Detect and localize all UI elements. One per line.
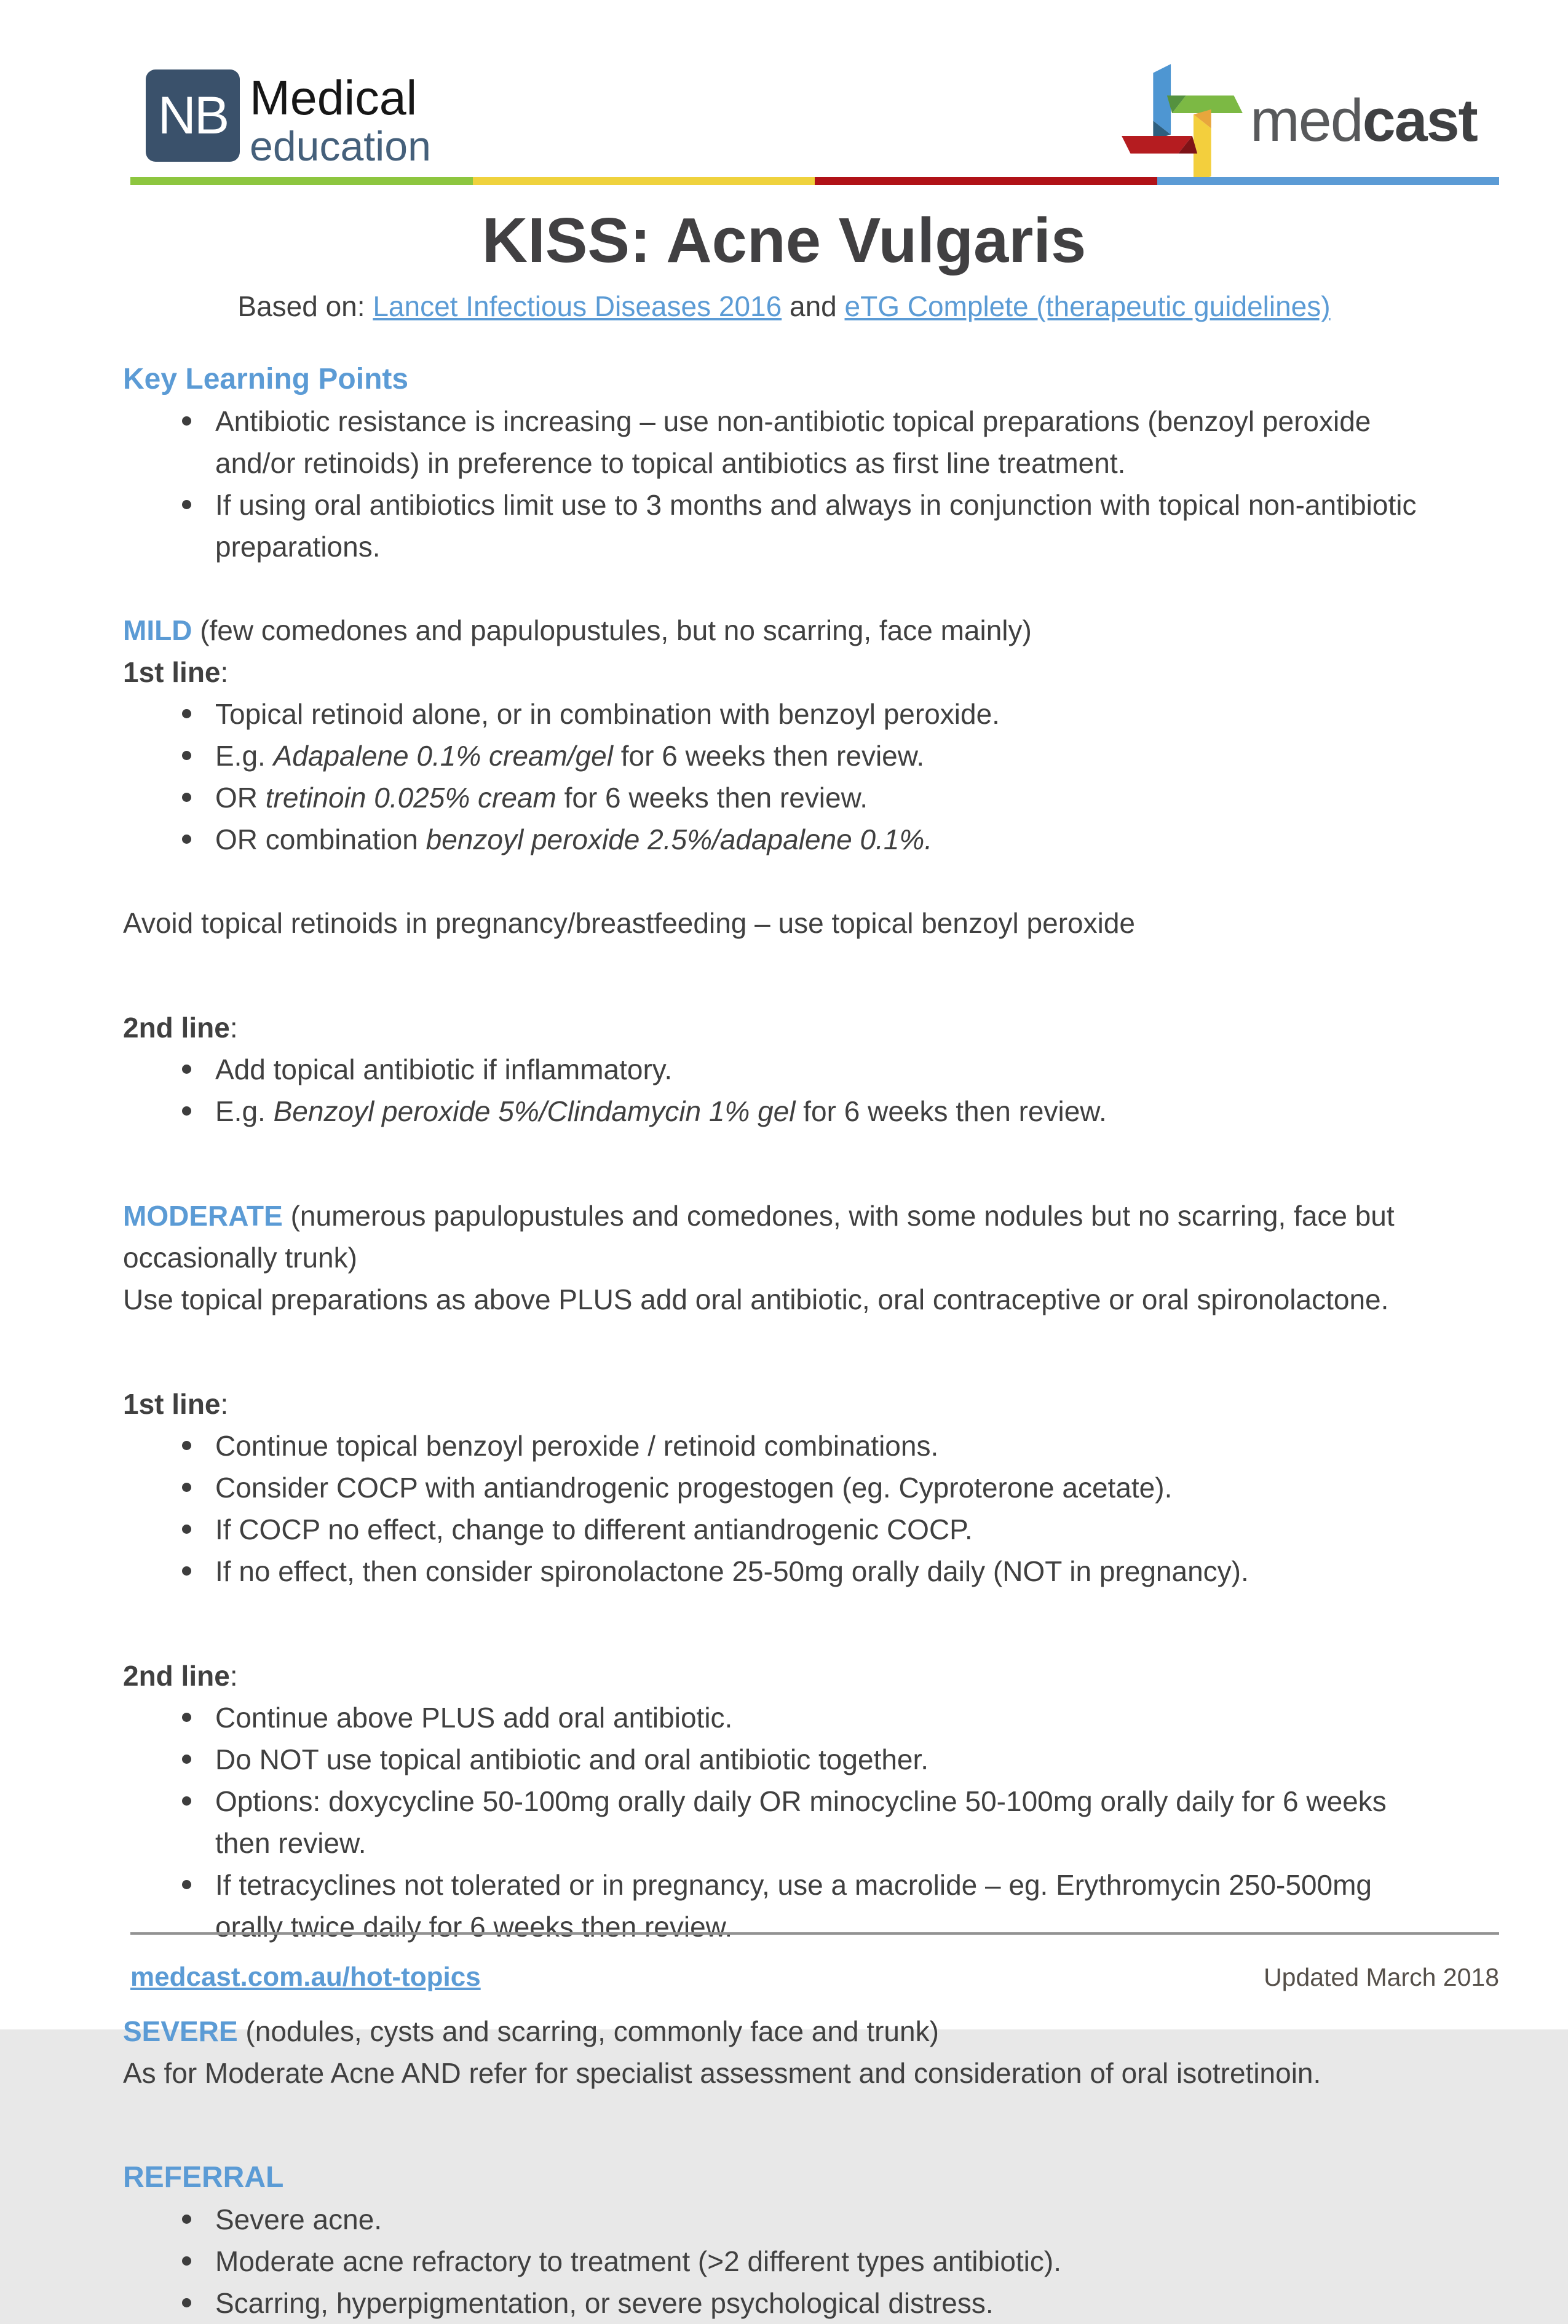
text-run: As for Moderate Acne AND refer for specialist assessment and consideration of oral isotretinoin. xyxy=(123,2056,1321,2089)
text-run: Based on: xyxy=(237,290,373,323)
text-run: If tetracyclines not tolerated or in pregnancy, use a macrolide – eg. Erythromycin 250-500mg orally twice daily for 6 weeks then review. xyxy=(215,1868,1372,1943)
section-label: MILD xyxy=(123,614,192,646)
medcast-wordmark xyxy=(1250,86,1477,164)
text-run: Avoid topical retinoids in pregnancy/breastfeeding – use topical benzoyl peroxide xyxy=(123,906,1135,939)
bullet-list xyxy=(123,400,1445,568)
text-run: : xyxy=(229,1011,238,1044)
text-run: Do NOT use topical antibiotic and oral antibiotic together. xyxy=(215,1743,929,1775)
medcast-suffix: cast xyxy=(1362,86,1477,154)
text-run: : xyxy=(220,656,229,688)
list-item xyxy=(123,1509,1445,1550)
document-main xyxy=(123,204,1445,2324)
bar-segment-yellow xyxy=(473,177,815,185)
page-title: KISS: Acne Vulgaris xyxy=(481,205,1087,276)
bullet-list xyxy=(123,1425,1445,1592)
medcast-pinwheel-icon xyxy=(1119,61,1245,188)
text-run: OR xyxy=(215,781,266,814)
text-run: (few comedones and papulopustules, but no scarring, face mainly) xyxy=(192,614,1032,646)
paragraph xyxy=(123,902,1445,944)
text-run: Add topical antibiotic if inflammatory. xyxy=(215,1053,673,1085)
bullet-list xyxy=(123,2199,1445,2324)
text-run: Topical retinoid alone, or in combination with benzoyl peroxide. xyxy=(215,697,1000,730)
bar-segment-green xyxy=(130,177,473,185)
text-run: Adapalene 0.1% cream/gel xyxy=(273,739,613,772)
section-heading xyxy=(123,359,1445,400)
footer-updated-date: Updated March 2018 xyxy=(1264,1963,1499,1991)
paragraph xyxy=(123,1195,1445,1279)
text-run: OR combination xyxy=(215,823,426,855)
text-run: E.g. xyxy=(215,1095,274,1127)
text-run: E.g. xyxy=(215,739,274,772)
paragraph xyxy=(123,1007,1445,1049)
list-item xyxy=(123,777,1445,819)
section-heading xyxy=(123,2157,1445,2199)
list-item xyxy=(123,2199,1445,2240)
text-run: for 6 weeks then review. xyxy=(795,1095,1107,1127)
paragraph xyxy=(123,609,1445,651)
paragraph xyxy=(123,1279,1445,1320)
nb-logo-line1: Medical xyxy=(250,70,418,125)
text-run: for 6 weeks then review. xyxy=(556,781,868,814)
text-run: If no effect, then consider spironolactone 25-50mg orally daily (NOT in pregnancy). xyxy=(215,1555,1249,1587)
list-item xyxy=(123,2282,1445,2324)
bullet-list xyxy=(123,1049,1445,1132)
medcast-logo xyxy=(1119,61,1477,188)
nb-medical-logo xyxy=(146,69,431,170)
text-run: Consider COCP with antiandrogenic progestogen (eg. Cyproterone acetate). xyxy=(215,1471,1173,1504)
text-run: : xyxy=(220,1387,229,1420)
page-header xyxy=(0,0,1568,197)
list-item xyxy=(123,1049,1445,1090)
footer-link[interactable]: medcast.com.au/hot-topics xyxy=(130,1962,481,1992)
bullet-list xyxy=(123,693,1445,860)
section-label: Key Learning Points xyxy=(123,362,409,395)
text-run: 1st line xyxy=(123,1387,221,1420)
list-item xyxy=(123,2240,1445,2282)
list-item xyxy=(123,1550,1445,1592)
nb-logo-line2: education xyxy=(250,123,431,170)
list-item xyxy=(123,819,1445,860)
paragraph xyxy=(123,2052,1445,2094)
list-item xyxy=(123,1697,1445,1739)
inline-link[interactable]: Lancet Infectious Diseases 2016 xyxy=(373,290,782,323)
subtitle-line xyxy=(123,287,1445,326)
text-run: 2nd line xyxy=(123,1011,230,1044)
section-label: SEVERE xyxy=(123,2015,238,2047)
text-run: Continue topical benzoyl peroxide / retinoid combinations. xyxy=(215,1429,939,1462)
paragraph xyxy=(123,1655,1445,1697)
list-item xyxy=(123,1780,1445,1864)
text-run: tretinoin 0.025% cream xyxy=(265,781,556,814)
nb-logo-mark xyxy=(146,69,240,162)
text-run: and xyxy=(782,290,845,323)
nb-logo-wordmark xyxy=(250,69,431,170)
paragraph xyxy=(123,651,1445,693)
text-run: (nodules, cysts and scarring, commonly face and trunk) xyxy=(237,2015,939,2047)
text-run: Moderate acne refractory to treatment (>2 different types antibiotic). xyxy=(215,2245,1062,2277)
text-run: Options: doxycycline 50-100mg orally daily OR minocycline 50-100mg orally daily for 6 weeks then review. xyxy=(215,1785,1387,1859)
text-run: Use topical preparations as above PLUS add oral antibiotic, oral contraceptive or oral spironolactone. xyxy=(123,1283,1389,1315)
text-run: benzoyl peroxide 2.5%/adapalene 0.1%. xyxy=(426,823,933,855)
list-item xyxy=(123,400,1445,484)
text-run: Scarring, hyperpigmentation, or severe psychological distress. xyxy=(215,2286,994,2319)
medcast-prefix: med xyxy=(1250,86,1363,154)
list-item xyxy=(123,735,1445,777)
list-item xyxy=(123,1425,1445,1467)
bar-segment-red xyxy=(815,177,1157,185)
list-item xyxy=(123,1739,1445,1780)
text-run: Continue above PLUS add oral antibiotic. xyxy=(215,1701,733,1734)
text-run: If COCP no effect, change to different antiandrogenic COCP. xyxy=(215,1513,973,1545)
section-label: MODERATE xyxy=(123,1199,283,1232)
bullet-list xyxy=(123,1697,1445,1948)
section-label: REFERRAL xyxy=(123,2160,284,2194)
text-run: Severe acne. xyxy=(215,2203,382,2235)
paragraph xyxy=(123,1383,1445,1425)
text-run: Benzoyl peroxide 5%/Clindamycin 1% gel xyxy=(273,1095,796,1127)
paragraph xyxy=(123,2010,1445,2052)
text-run: 1st line xyxy=(123,656,221,688)
text-run: (numerous papulopustules and comedones, with some nodules but no scarring, face but occasionally trunk) xyxy=(123,1199,1395,1274)
text-run: 2nd line xyxy=(123,1659,230,1692)
page-footer xyxy=(130,1932,1499,1993)
text-run: : xyxy=(229,1659,238,1692)
nb-logo-initials: NB xyxy=(157,85,228,145)
bar-segment-blue xyxy=(1157,177,1500,185)
inline-link[interactable]: eTG Complete (therapeutic guidelines) xyxy=(844,290,1331,323)
text-run: If using oral antibiotics limit use to 3 months and always in conjunction with topical non-antibiotic preparations. xyxy=(215,488,1417,563)
text-run: for 6 weeks then review. xyxy=(612,739,925,772)
list-item xyxy=(123,1090,1445,1132)
document-body xyxy=(123,359,1445,2324)
list-item xyxy=(123,1467,1445,1509)
list-item xyxy=(123,484,1445,568)
brand-color-bar xyxy=(130,177,1499,185)
list-item xyxy=(123,693,1445,735)
text-run: Antibiotic resistance is increasing – use non-antibiotic topical preparations (benzoyl peroxide and/or retinoids) in preference to topical antibiotics as first line treatment. xyxy=(215,405,1371,479)
